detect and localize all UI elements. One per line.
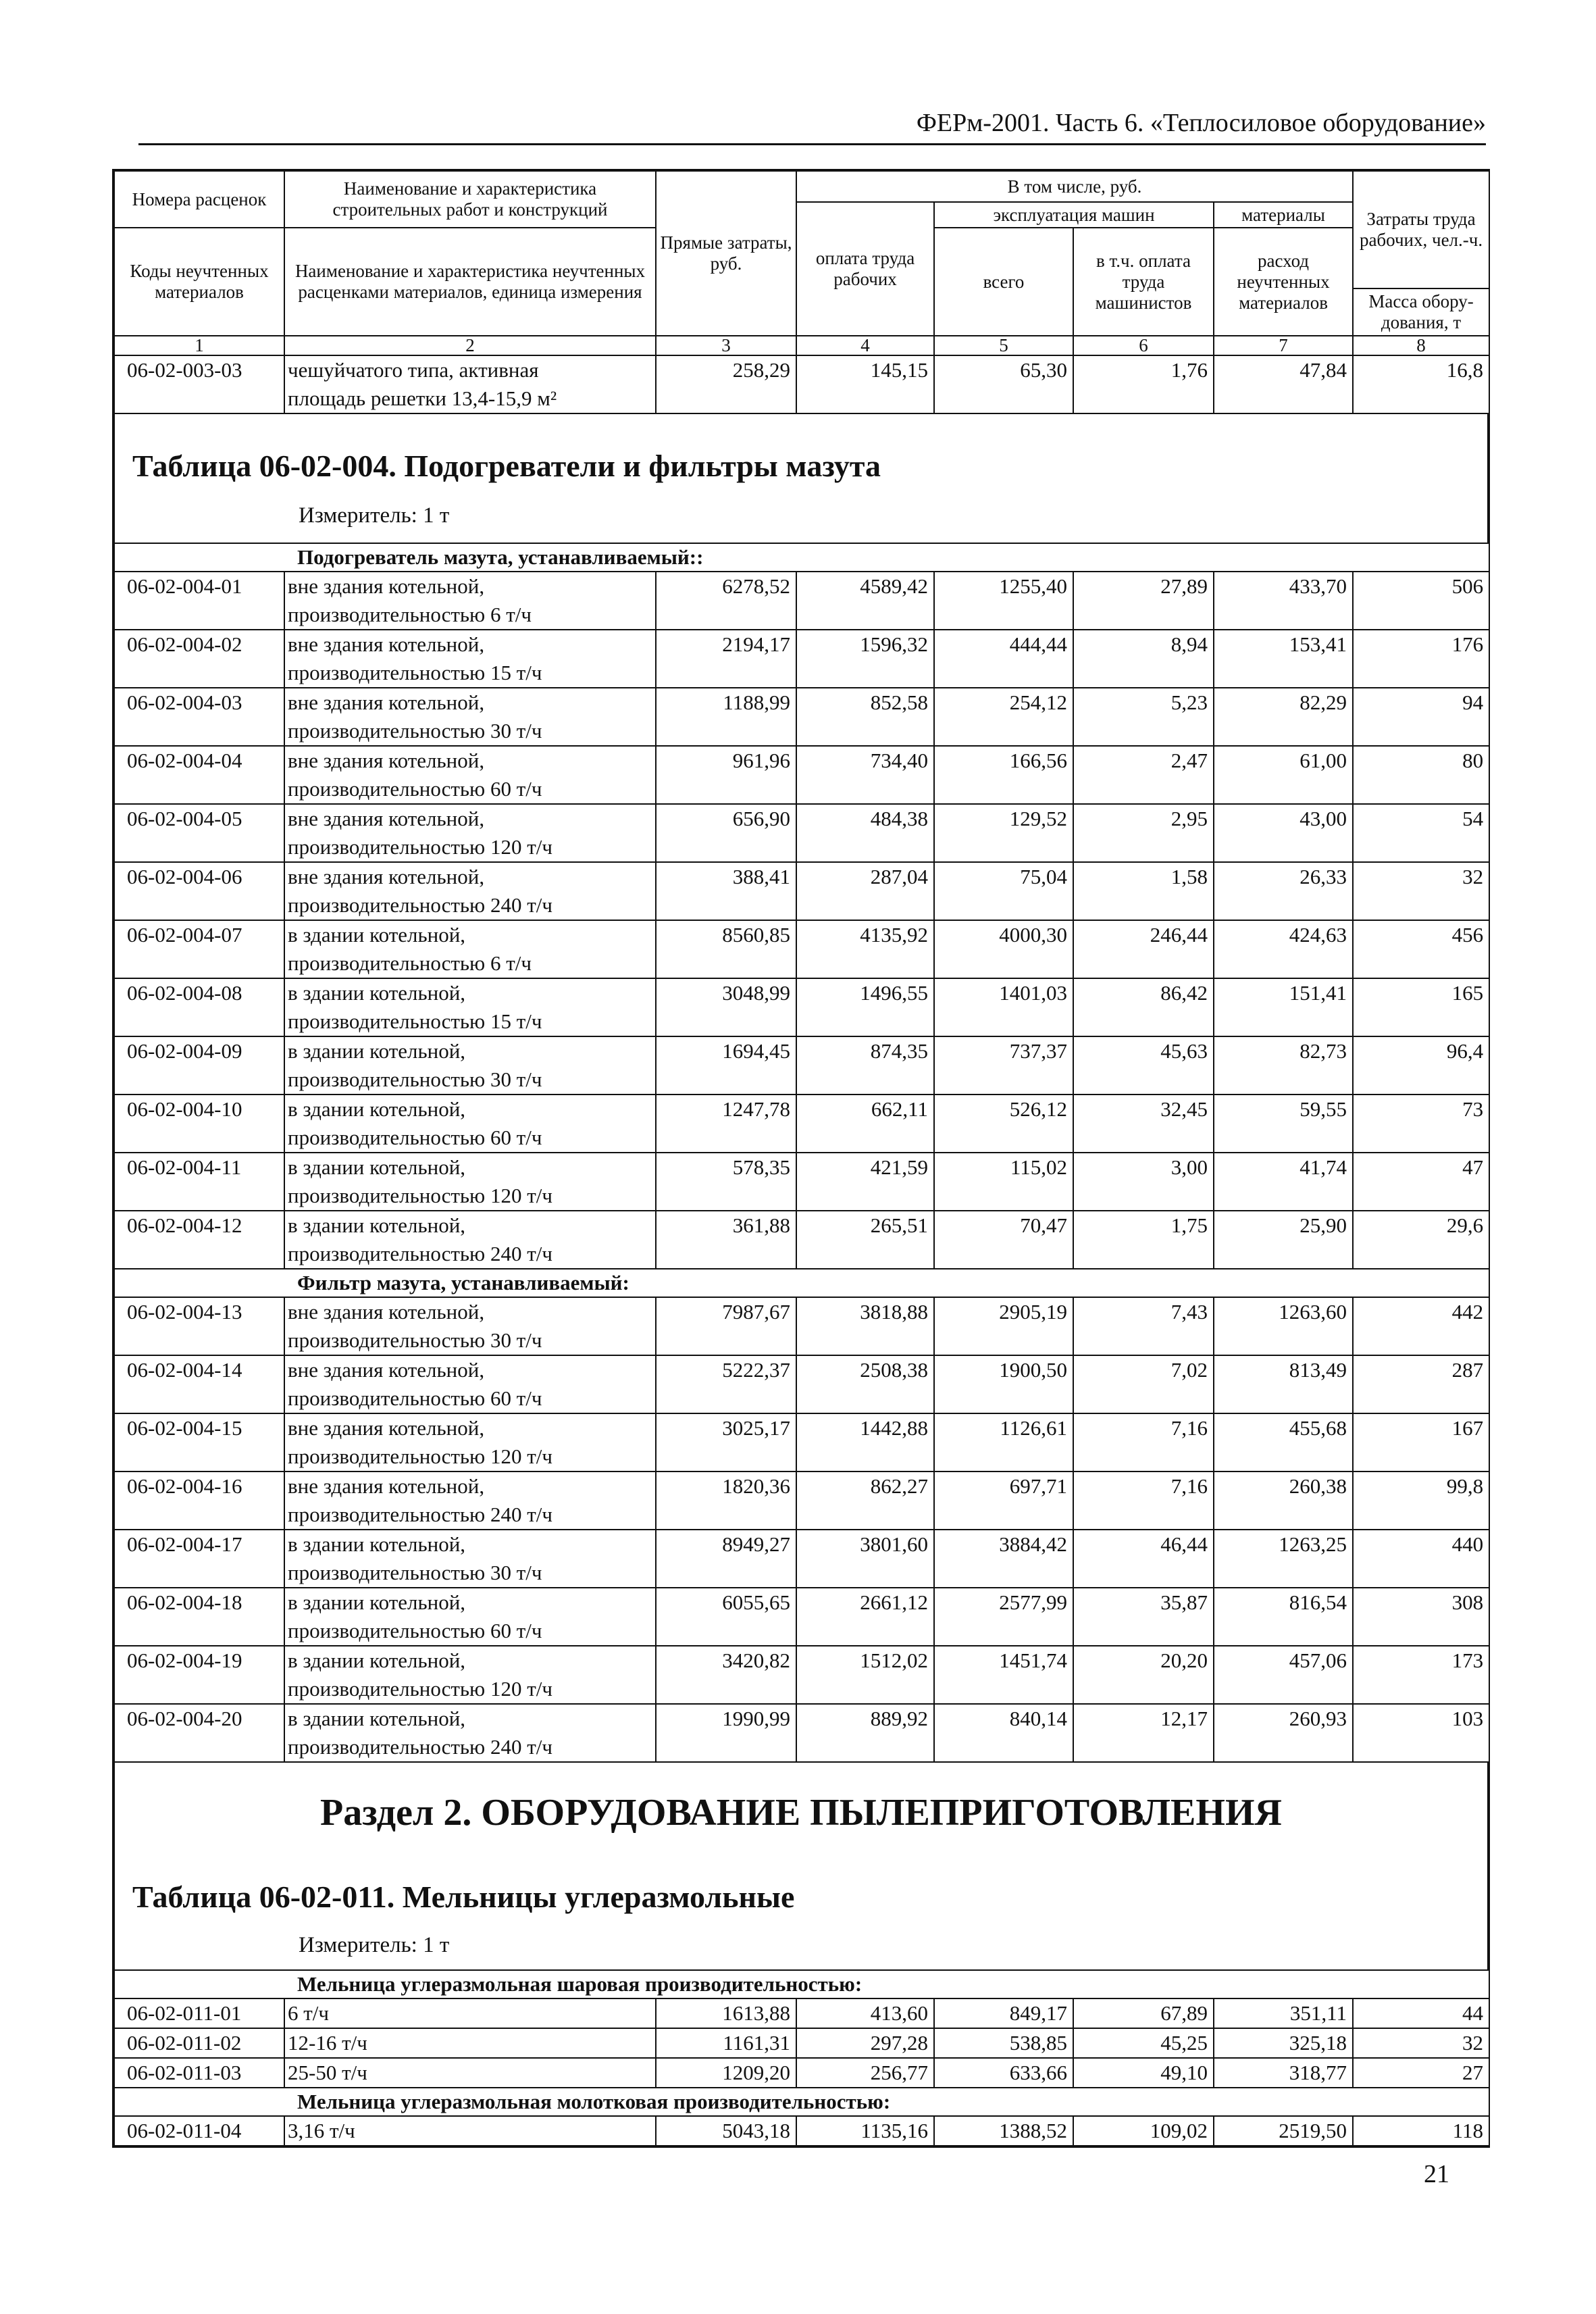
table-row (114, 1413, 1489, 1472)
labor-hours-value: 165 (1353, 978, 1489, 1036)
materials-value: 151,41 (1214, 978, 1353, 1036)
rate-name: 3,16 т/ч (284, 2116, 656, 2146)
rate-name: в здании котельной, производительностью 60 т/ч (284, 1588, 656, 1646)
operators-value: 7,16 (1073, 1413, 1214, 1472)
machines-value: 444,44 (934, 630, 1073, 688)
col-including: В том числе, руб. (796, 171, 1353, 202)
labor-pay-value: 2508,38 (796, 1355, 934, 1413)
direct-costs-value: 656,90 (656, 804, 796, 862)
rate-code: 06-02-011-02 (114, 2028, 284, 2058)
materials-value: 25,90 (1214, 1211, 1353, 1269)
table-row (114, 355, 1489, 413)
rate-name: в здании котельной, производительностью 60 т/ч (284, 1095, 656, 1153)
col-machine-operation: эксплуатация машин (934, 202, 1214, 228)
col-name: Наименование и характеристика строительных работ и конструкций (284, 171, 656, 228)
labor-pay-value: 889,92 (796, 1704, 934, 1762)
col-material-names: Наименование и характеристика неучтенных расценками материалов, единица измерения (284, 228, 656, 336)
col-material-codes: Коды неучтенных материалов (114, 228, 284, 336)
labor-pay-value: 484,38 (796, 804, 934, 862)
machines-value: 1451,74 (934, 1646, 1073, 1704)
labor-hours-value: 27 (1353, 2058, 1489, 2088)
rate-code: 06-02-004-02 (114, 630, 284, 688)
table-row (114, 1646, 1489, 1704)
table-row (114, 688, 1489, 746)
rate-code: 06-02-004-15 (114, 1413, 284, 1472)
labor-pay-value: 421,59 (796, 1153, 934, 1211)
labor-hours-value: 287 (1353, 1355, 1489, 1413)
table-row (114, 1998, 1489, 2028)
rate-name: в здании котельной, производительностью 120 т/ч (284, 1153, 656, 1211)
direct-costs-value: 1161,31 (656, 2028, 796, 2058)
labor-pay-value: 256,77 (796, 2058, 934, 2088)
rate-name: 12-16 т/ч (284, 2028, 656, 2058)
operators-value: 20,20 (1073, 1646, 1214, 1704)
direct-costs-value: 1209,20 (656, 2058, 796, 2088)
rate-code: 06-02-011-03 (114, 2058, 284, 2088)
labor-pay-value: 145,15 (796, 355, 934, 413)
materials-value: 260,93 (1214, 1704, 1353, 1762)
labor-pay-value: 874,35 (796, 1036, 934, 1095)
rate-code: 06-02-004-09 (114, 1036, 284, 1095)
direct-costs-value: 1990,99 (656, 1704, 796, 1762)
col-machine-total: всего (934, 228, 1073, 336)
rate-code: 06-02-004-13 (114, 1297, 284, 1355)
table-row (114, 2058, 1489, 2088)
col-direct-costs: Прямые затраты, руб. (656, 171, 796, 336)
operators-value: 46,44 (1073, 1530, 1214, 1588)
table-004-heading (113, 414, 1489, 543)
materials-value: 61,00 (1214, 746, 1353, 804)
operators-value: 35,87 (1073, 1588, 1214, 1646)
rate-code: 06-02-004-05 (114, 804, 284, 862)
machines-value: 538,85 (934, 2028, 1073, 2058)
machines-value: 2905,19 (934, 1297, 1073, 1355)
group-title: Мельница углеразмольная шаровая производительностью: (114, 1970, 1489, 1998)
labor-pay-value: 3801,60 (796, 1530, 934, 1588)
materials-value: 43,00 (1214, 804, 1353, 862)
col-materials: материалы (1214, 202, 1353, 228)
machines-value: 1900,50 (934, 1355, 1073, 1413)
rate-name: 6 т/ч (284, 1998, 656, 2028)
operators-value: 109,02 (1073, 2116, 1214, 2146)
col-number: 8 (1353, 336, 1489, 355)
machines-value: 254,12 (934, 688, 1073, 746)
running-header: ФЕРм-2001. Часть 6. «Теплосиловое оборудование» (916, 109, 1486, 137)
labor-pay-value: 1442,88 (796, 1413, 934, 1472)
rate-name: в здании котельной, производительностью 240 т/ч (284, 1211, 656, 1269)
labor-pay-value: 297,28 (796, 2028, 934, 2058)
direct-costs-value: 3048,99 (656, 978, 796, 1036)
labor-pay-value: 852,58 (796, 688, 934, 746)
labor-hours-value: 176 (1353, 630, 1489, 688)
rate-code: 06-02-004-10 (114, 1095, 284, 1153)
rate-name: вне здания котельной, производительностью 60 т/ч (284, 746, 656, 804)
labor-hours-value: 80 (1353, 746, 1489, 804)
labor-pay-value: 4589,42 (796, 572, 934, 630)
rate-name: вне здания котельной, производительностью 120 т/ч (284, 1413, 656, 1472)
labor-hours-value: 29,6 (1353, 1211, 1489, 1269)
materials-value: 318,77 (1214, 2058, 1353, 2088)
labor-pay-value: 1135,16 (796, 2116, 934, 2146)
table-row (114, 1036, 1489, 1095)
direct-costs-value: 388,41 (656, 862, 796, 920)
machines-value: 166,56 (934, 746, 1073, 804)
labor-pay-value: 4135,92 (796, 920, 934, 978)
column-header-table (113, 170, 1490, 414)
labor-pay-value: 2661,12 (796, 1588, 934, 1646)
rate-name: вне здания котельной, производительностью 240 т/ч (284, 862, 656, 920)
direct-costs-value: 2194,17 (656, 630, 796, 688)
rate-name: чешуйчатого типа, активная площадь решетки 13,4-15,9 м² (284, 355, 656, 413)
machines-value: 70,47 (934, 1211, 1073, 1269)
materials-value: 816,54 (1214, 1588, 1353, 1646)
labor-hours-value: 103 (1353, 1704, 1489, 1762)
labor-pay-value: 287,04 (796, 862, 934, 920)
labor-hours-value: 96,4 (1353, 1036, 1489, 1095)
labor-hours-value: 167 (1353, 1413, 1489, 1472)
rate-name: в здании котельной, производительностью 30 т/ч (284, 1530, 656, 1588)
labor-hours-value: 44 (1353, 1998, 1489, 2028)
operators-value: 7,16 (1073, 1472, 1214, 1530)
group-title: Фильтр мазута, устанавливаемый: (114, 1269, 1489, 1297)
labor-hours-value: 440 (1353, 1530, 1489, 1588)
operators-value: 49,10 (1073, 2058, 1214, 2088)
materials-value: 1263,25 (1214, 1530, 1353, 1588)
direct-costs-value: 961,96 (656, 746, 796, 804)
col-rate-no: Номера расценок (114, 171, 284, 228)
table-row (114, 572, 1489, 630)
section-2-heading (113, 1763, 1489, 1969)
rate-code: 06-02-011-01 (114, 1998, 284, 2028)
materials-value: 2519,50 (1214, 2116, 1353, 2146)
table-row (114, 1588, 1489, 1646)
operators-value: 1,76 (1073, 355, 1214, 413)
labor-hours-value: 94 (1353, 688, 1489, 746)
table-row (114, 920, 1489, 978)
labor-pay-value: 3818,88 (796, 1297, 934, 1355)
table-row (114, 1530, 1489, 1588)
direct-costs-value: 1188,99 (656, 688, 796, 746)
labor-hours-value: 54 (1353, 804, 1489, 862)
col-number: 5 (934, 336, 1073, 355)
table-row (114, 1297, 1489, 1355)
direct-costs-value: 5222,37 (656, 1355, 796, 1413)
operators-value: 32,45 (1073, 1095, 1214, 1153)
operators-value: 27,89 (1073, 572, 1214, 630)
materials-value: 351,11 (1214, 1998, 1353, 2028)
machines-value: 697,71 (934, 1472, 1073, 1530)
table-row (114, 862, 1489, 920)
materials-value: 153,41 (1214, 630, 1353, 688)
labor-hours-value: 32 (1353, 2028, 1489, 2058)
table-row (114, 978, 1489, 1036)
col-machine-operator-pay: в т.ч. оплата труда машинистов (1073, 228, 1214, 336)
rate-name: вне здания котельной, производительностью 30 т/ч (284, 1297, 656, 1355)
table-row (114, 1095, 1489, 1153)
labor-pay-value: 862,27 (796, 1472, 934, 1530)
materials-value: 260,38 (1214, 1472, 1353, 1530)
rate-code: 06-02-004-12 (114, 1211, 284, 1269)
labor-hours-value: 16,8 (1353, 355, 1489, 413)
measure-unit: Измеритель: 1 т (299, 503, 450, 528)
operators-value: 12,17 (1073, 1704, 1214, 1762)
operators-value: 45,25 (1073, 2028, 1214, 2058)
rate-code: 06-02-004-16 (114, 1472, 284, 1530)
table-row (114, 1211, 1489, 1269)
direct-costs-value: 5043,18 (656, 2116, 796, 2146)
table-row (114, 804, 1489, 862)
labor-hours-value: 32 (1353, 862, 1489, 920)
group-title: Мельница углеразмольная молотковая производительностью: (114, 2088, 1489, 2116)
materials-value: 325,18 (1214, 2028, 1353, 2058)
machines-value: 75,04 (934, 862, 1073, 920)
rate-code: 06-02-004-06 (114, 862, 284, 920)
col-labor-costs: Затраты труда рабочих, чел.-ч. (1353, 171, 1489, 288)
operators-value: 1,75 (1073, 1211, 1214, 1269)
col-number: 2 (284, 336, 656, 355)
machines-value: 4000,30 (934, 920, 1073, 978)
operators-value: 1,58 (1073, 862, 1214, 920)
table-004 (113, 543, 1490, 1763)
machines-value: 633,66 (934, 2058, 1073, 2088)
rate-code: 06-02-004-07 (114, 920, 284, 978)
operators-value: 3,00 (1073, 1153, 1214, 1211)
rate-code: 06-02-004-14 (114, 1355, 284, 1413)
direct-costs-value: 1247,78 (656, 1095, 796, 1153)
direct-costs-value: 8560,85 (656, 920, 796, 978)
operators-value: 2,95 (1073, 804, 1214, 862)
materials-value: 455,68 (1214, 1413, 1353, 1472)
materials-value: 424,63 (1214, 920, 1353, 978)
col-labor-pay: оплата труда рабочих (796, 202, 934, 336)
rate-name: вне здания котельной, производительностью 120 т/ч (284, 804, 656, 862)
section-title: Раздел 2. ОБОРУДОВАНИЕ ПЫЛЕПРИГОТОВЛЕНИЯ (320, 1792, 1282, 1834)
labor-hours-value: 456 (1353, 920, 1489, 978)
table-row (114, 630, 1489, 688)
materials-value: 47,84 (1214, 355, 1353, 413)
materials-value: 813,49 (1214, 1355, 1353, 1413)
rate-name: в здании котельной, производительностью 120 т/ч (284, 1646, 656, 1704)
rate-code: 06-02-004-03 (114, 688, 284, 746)
table-row (114, 746, 1489, 804)
rate-code: 06-02-004-20 (114, 1704, 284, 1762)
rate-code: 06-02-004-11 (114, 1153, 284, 1211)
labor-hours-value: 173 (1353, 1646, 1489, 1704)
direct-costs-value: 3420,82 (656, 1646, 796, 1704)
rate-code: 06-02-004-17 (114, 1530, 284, 1588)
measure-unit: Измеритель: 1 т (299, 1933, 450, 1957)
materials-value: 1263,60 (1214, 1297, 1353, 1355)
table-row (114, 2028, 1489, 2058)
labor-pay-value: 1596,32 (796, 630, 934, 688)
rate-name: в здании котельной, производительностью 6 т/ч (284, 920, 656, 978)
materials-value: 82,29 (1214, 688, 1353, 746)
table-row (114, 1472, 1489, 1530)
machines-value: 1126,61 (934, 1413, 1073, 1472)
col-number: 6 (1073, 336, 1214, 355)
labor-pay-value: 1512,02 (796, 1646, 934, 1704)
direct-costs-value: 3025,17 (656, 1413, 796, 1472)
rate-name: в здании котельной, производительностью 240 т/ч (284, 1704, 656, 1762)
materials-value: 26,33 (1214, 862, 1353, 920)
rate-code: 06-02-004-08 (114, 978, 284, 1036)
rate-code: 06-02-004-18 (114, 1588, 284, 1646)
materials-value: 82,73 (1214, 1036, 1353, 1095)
rate-code: 06-02-004-01 (114, 572, 284, 630)
operators-value: 45,63 (1073, 1036, 1214, 1095)
direct-costs-value: 578,35 (656, 1153, 796, 1211)
col-equipment-mass: Масса обору-дования, т (1353, 288, 1489, 336)
labor-pay-value: 265,51 (796, 1211, 934, 1269)
labor-pay-value: 413,60 (796, 1998, 934, 2028)
rate-name: вне здания котельной, производительностью 15 т/ч (284, 630, 656, 688)
machines-value: 129,52 (934, 804, 1073, 862)
table-title: Таблица 06-02-011. Мельницы углеразмольные (132, 1880, 795, 1914)
direct-costs-value: 1613,88 (656, 1998, 796, 2028)
labor-hours-value: 506 (1353, 572, 1489, 630)
machines-value: 526,12 (934, 1095, 1073, 1153)
page-number: 21 (1424, 2160, 1449, 2188)
rate-name: 25-50 т/ч (284, 2058, 656, 2088)
rates-sheet (112, 169, 1490, 2148)
machines-value: 1401,03 (934, 978, 1073, 1036)
table-row (114, 1355, 1489, 1413)
table-011 (113, 1969, 1490, 2146)
labor-pay-value: 662,11 (796, 1095, 934, 1153)
col-materials-consumption: расход неучтенных материалов (1214, 228, 1353, 336)
rate-name: вне здания котельной, производительностью 30 т/ч (284, 688, 656, 746)
operators-value: 246,44 (1073, 920, 1214, 978)
direct-costs-value: 6055,65 (656, 1588, 796, 1646)
rate-name: вне здания котельной, производительностью 6 т/ч (284, 572, 656, 630)
labor-hours-value: 308 (1353, 1588, 1489, 1646)
col-number: 7 (1214, 336, 1353, 355)
machines-value: 3884,42 (934, 1530, 1073, 1588)
direct-costs-value: 6278,52 (656, 572, 796, 630)
direct-costs-value: 258,29 (656, 355, 796, 413)
direct-costs-value: 7987,67 (656, 1297, 796, 1355)
materials-value: 59,55 (1214, 1095, 1353, 1153)
rate-code: 06-02-004-04 (114, 746, 284, 804)
rate-code: 06-02-011-04 (114, 2116, 284, 2146)
header-rule (138, 143, 1486, 145)
table-row (114, 1704, 1489, 1762)
operators-value: 2,47 (1073, 746, 1214, 804)
rate-name: вне здания котельной, производительностью 240 т/ч (284, 1472, 656, 1530)
direct-costs-value: 1820,36 (656, 1472, 796, 1530)
operators-value: 7,43 (1073, 1297, 1214, 1355)
table-title: Таблица 06-02-004. Подогреватели и фильтры мазута (132, 449, 881, 483)
rate-name: в здании котельной, производительностью 30 т/ч (284, 1036, 656, 1095)
machines-value: 65,30 (934, 355, 1073, 413)
direct-costs-value: 1694,45 (656, 1036, 796, 1095)
machines-value: 840,14 (934, 1704, 1073, 1762)
labor-hours-value: 99,8 (1353, 1472, 1489, 1530)
machines-value: 115,02 (934, 1153, 1073, 1211)
machines-value: 849,17 (934, 1998, 1073, 2028)
group-title: Подогреватель мазута, устанавливаемый:: (114, 543, 1489, 572)
machines-value: 1255,40 (934, 572, 1073, 630)
rate-name: вне здания котельной, производительностью 60 т/ч (284, 1355, 656, 1413)
direct-costs-value: 361,88 (656, 1211, 796, 1269)
labor-pay-value: 1496,55 (796, 978, 934, 1036)
machines-value: 737,37 (934, 1036, 1073, 1095)
col-number: 4 (796, 336, 934, 355)
materials-value: 41,74 (1214, 1153, 1353, 1211)
operators-value: 86,42 (1073, 978, 1214, 1036)
operators-value: 8,94 (1073, 630, 1214, 688)
labor-hours-value: 47 (1353, 1153, 1489, 1211)
labor-hours-value: 73 (1353, 1095, 1489, 1153)
rate-code: 06-02-004-19 (114, 1646, 284, 1704)
operators-value: 7,02 (1073, 1355, 1214, 1413)
rate-code: 06-02-003-03 (114, 355, 284, 413)
table-row (114, 1153, 1489, 1211)
machines-value: 2577,99 (934, 1588, 1073, 1646)
table-row (114, 2116, 1489, 2146)
machines-value: 1388,52 (934, 2116, 1073, 2146)
materials-value: 457,06 (1214, 1646, 1353, 1704)
col-number: 1 (114, 336, 284, 355)
col-number: 3 (656, 336, 796, 355)
labor-hours-value: 442 (1353, 1297, 1489, 1355)
labor-hours-value: 118 (1353, 2116, 1489, 2146)
direct-costs-value: 8949,27 (656, 1530, 796, 1588)
rate-name: в здании котельной, производительностью 15 т/ч (284, 978, 656, 1036)
labor-pay-value: 734,40 (796, 746, 934, 804)
operators-value: 67,89 (1073, 1998, 1214, 2028)
operators-value: 5,23 (1073, 688, 1214, 746)
materials-value: 433,70 (1214, 572, 1353, 630)
